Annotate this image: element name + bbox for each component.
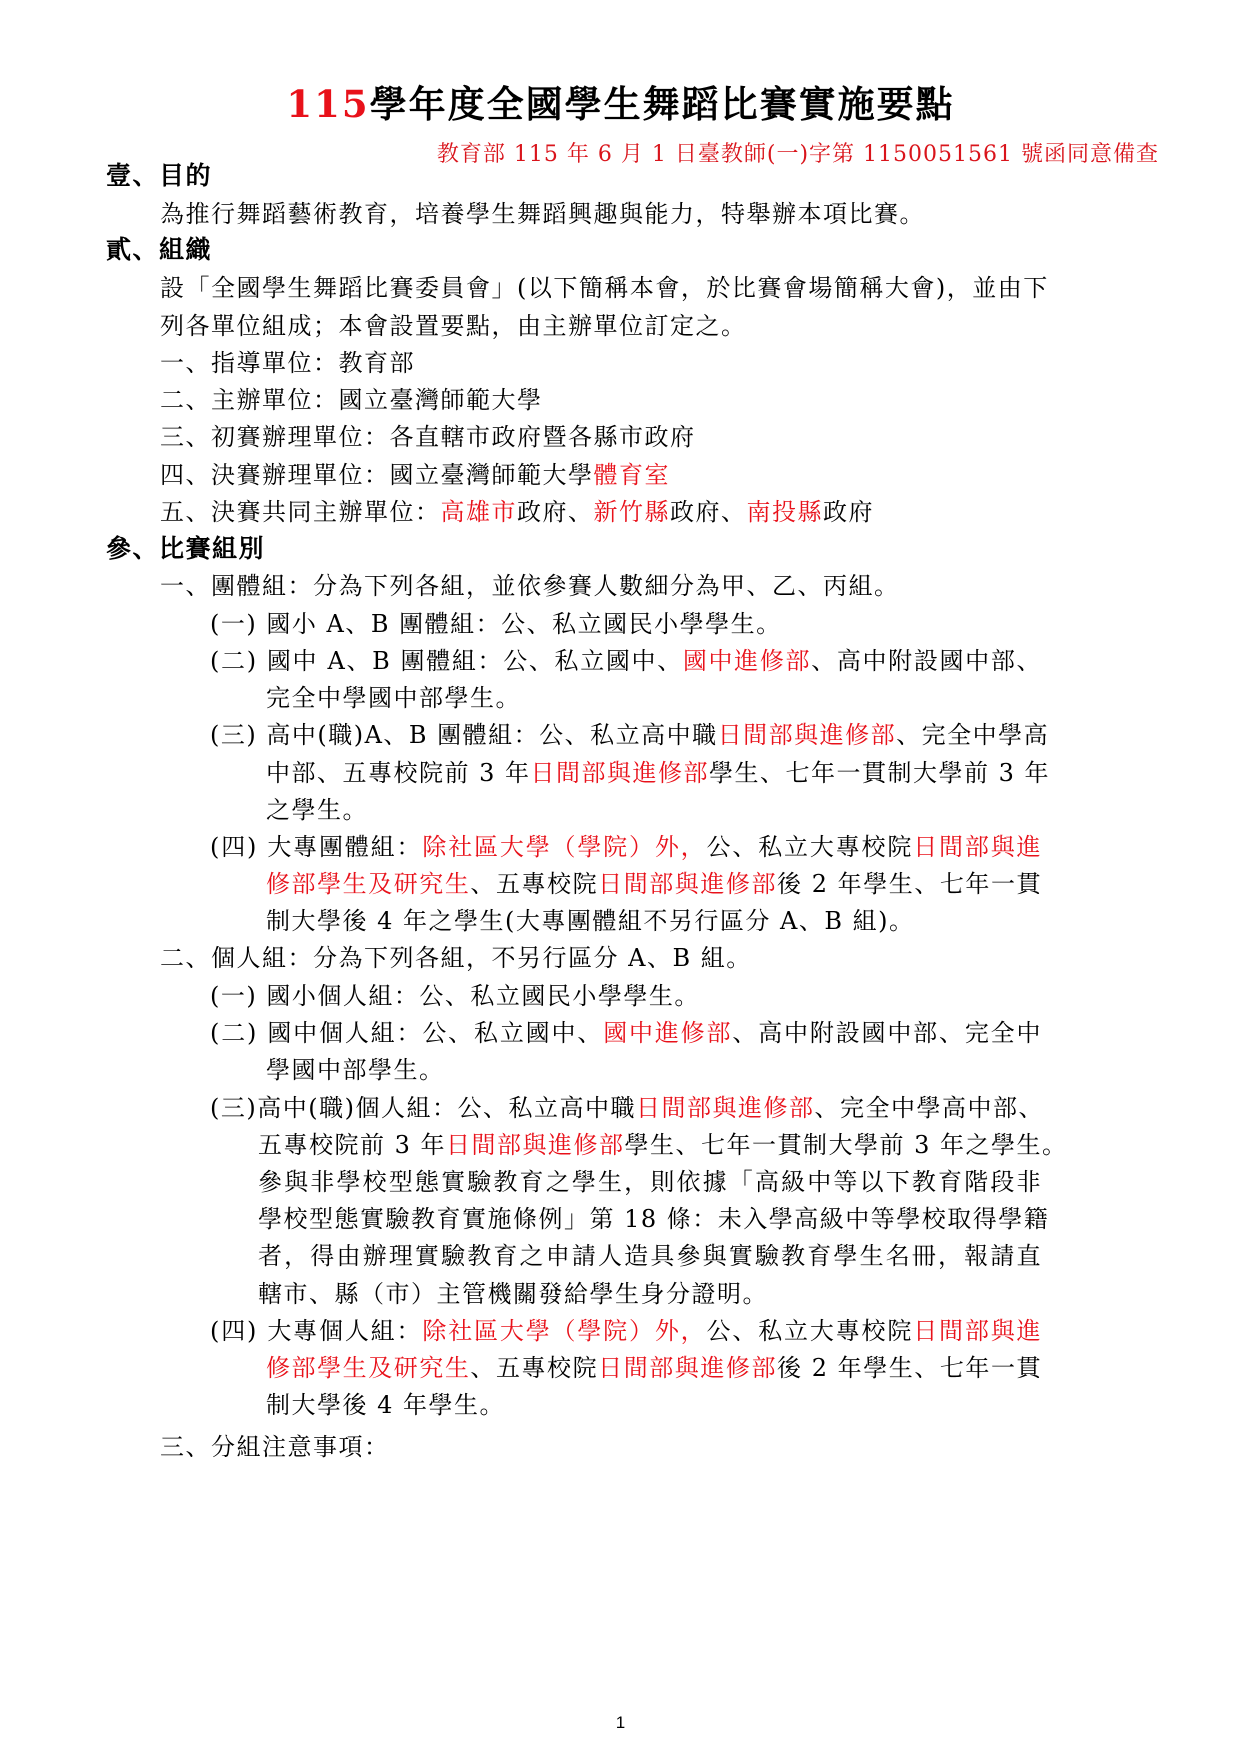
- individual-junior-line2: 學國中部學生。: [266, 1056, 445, 1084]
- grouping-notes-heading: 三、分組注意事項：: [160, 1433, 390, 1461]
- individual-college-line1: (四) 大專個人組：除社區大學（學院）外，公、私立大專校院日間部與進: [210, 1317, 1043, 1345]
- individual-senior-line6: 轄市、縣（市）主管機關發給學生身分證明。: [258, 1280, 768, 1308]
- group-elementary: (一) 國小 A、B 團體組：公、私立國民小學學生。: [210, 610, 782, 638]
- group-senior-line3: 之學生。: [266, 796, 368, 824]
- group-senior-line2: 中部、五專校院前 3 年日間部與進修部學生、七年一貫制大學前 3 年: [266, 759, 1051, 787]
- individual-category: 二、個人組：分為下列各組，不另行區分 A、B 組。: [160, 944, 752, 972]
- individual-senior-line4: 學校型態實驗教育實施條例」第 18 條：未入學高級中等學校取得學籍: [258, 1205, 1050, 1233]
- org-item-final-unit: 四、決賽辦理單位：國立臺灣師範大學體育室: [160, 461, 670, 489]
- group-junior-line2: 完全中學國中部學生。: [266, 684, 521, 712]
- organization-text-line2: 列各單位組成；本會設置要點，由主辦單位訂定之。: [160, 312, 747, 340]
- individual-senior-line2: 五專校院前 3 年日間部與進修部學生、七年一貫制大學前 3 年之學生。: [258, 1131, 1068, 1159]
- group-college-line3: 制大學後 4 年之學生(大專團體組不另行區分 A、B 組)。: [266, 907, 915, 935]
- title-year: 115: [286, 82, 370, 126]
- section-heading-purpose: 壹、目的: [106, 161, 213, 190]
- individual-college-line2: 修部學生及研究生、五專校院日間部與進修部後 2 年學生、七年一貫: [266, 1354, 1043, 1382]
- individual-senior-line5: 者，得由辦理實驗教育之申請人造具參與實驗教育學生名冊，報請直: [258, 1242, 1042, 1270]
- org-item-preliminary-unit: 三、初賽辦理單位：各直轄市政府暨各縣市政府: [160, 423, 696, 451]
- purpose-text: 為推行舞蹈藝術教育，培養學生舞蹈興趣與能力，特舉辦本項比賽。: [160, 200, 925, 228]
- group-college-line2: 修部學生及研究生、五專校院日間部與進修部後 2 年學生、七年一貫: [266, 870, 1043, 898]
- group-college-line1: (四) 大專團體組：除社區大學（學院）外，公、私立大專校院日間部與進: [210, 833, 1043, 861]
- individual-junior-line1: (二) 國中個人組：公、私立國中、國中進修部、高中附設國中部、完全中: [210, 1019, 1043, 1047]
- individual-senior-line3: 參與非學校型態實驗教育之學生，則依據「高級中等以下教育階段非: [258, 1168, 1042, 1196]
- org-item-host-unit: 二、主辦單位：國立臺灣師範大學: [160, 386, 543, 414]
- section-heading-organization: 貳、組織: [106, 235, 213, 264]
- organization-text-line1: 設「全國學生舞蹈比賽委員會」(以下簡稱本會，於比賽會場簡稱大會)，並由下: [160, 274, 1049, 302]
- approval-note: 教育部 115 年 6 月 1 日臺教師(一)字第 1150051561 號函同意備查: [436, 142, 1159, 167]
- individual-elementary: (一) 國小個人組：公、私立國民小學學生。: [210, 982, 700, 1010]
- group-junior-line1: (二) 國中 A、B 團體組：公、私立國中、國中進修部、高中附設國中部、: [210, 647, 1042, 675]
- group-category: 一、團體組：分為下列各組，並依參賽人數細分為甲、乙、丙組。: [160, 572, 900, 600]
- group-senior-line1: (三) 高中(職)A、B 團體組：公、私立高中職日間部與進修部、完全中學高: [210, 721, 1050, 749]
- org-item-co-host: 五、決賽共同主辦單位：高雄市政府、新竹縣政府、南投縣政府: [160, 498, 874, 526]
- section-heading-categories: 參、比賽組別: [106, 534, 266, 563]
- org-item-guiding-unit: 一、指導單位：教育部: [160, 349, 415, 377]
- title-text: 學年度全國學生舞蹈比賽實施要點: [369, 82, 955, 126]
- individual-college-line3: 制大學後 4 年學生。: [266, 1391, 506, 1419]
- document-title: [0, 74, 1241, 128]
- individual-senior-line1: (三)高中(職)個人組：公、私立高中職日間部與進修部、完全中學高中部、: [210, 1094, 1044, 1122]
- page-number: 1: [615, 1713, 626, 1732]
